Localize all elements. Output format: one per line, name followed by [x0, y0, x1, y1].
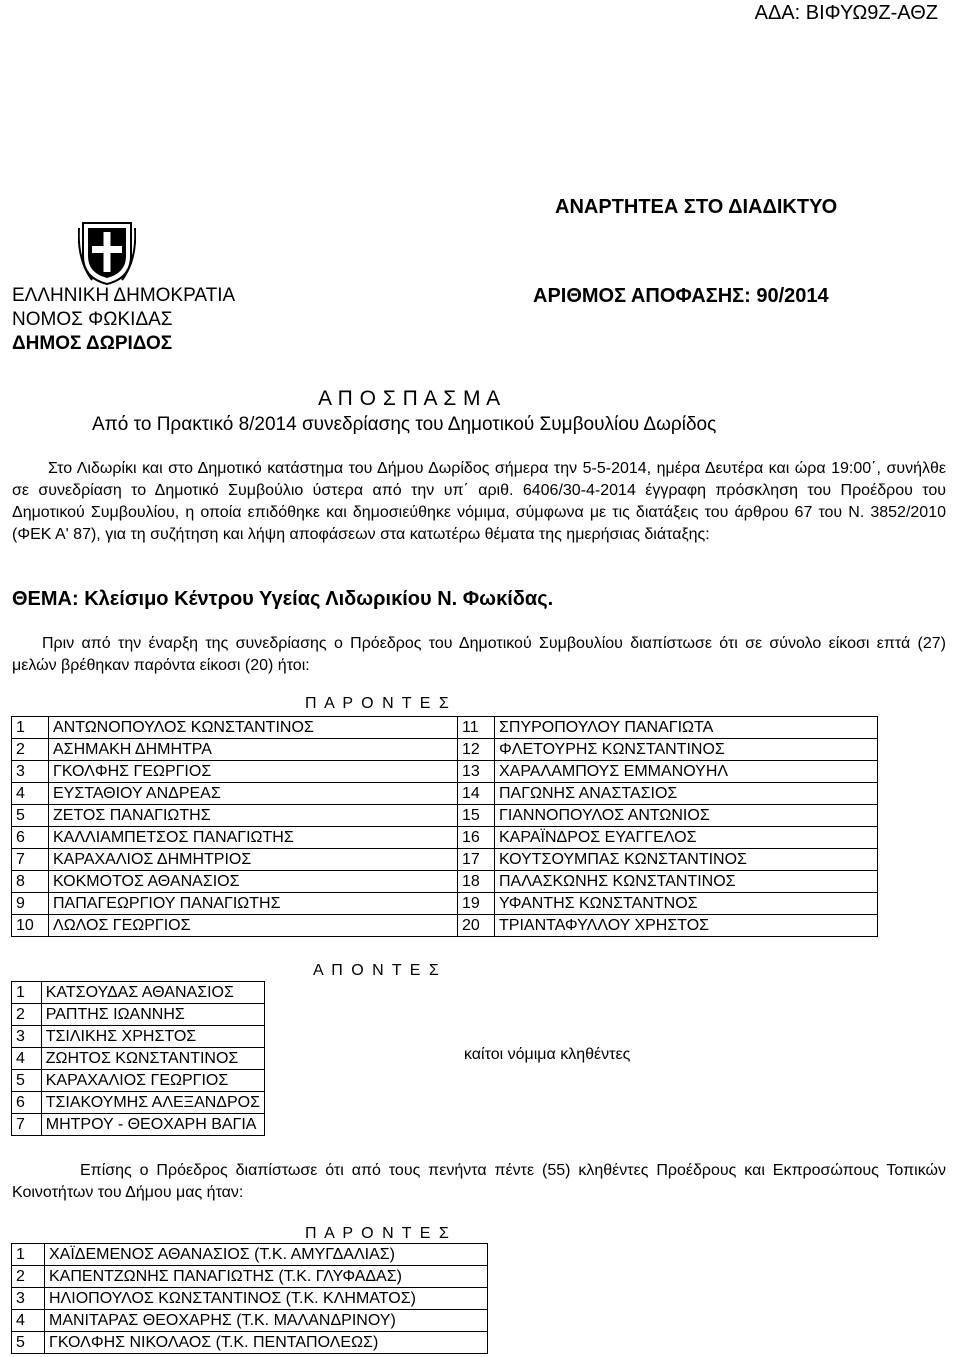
member-name: ΤΡΙΑΝΤΑΦΥΛΛΟΥ ΧΡΗΣΤΟΣ [495, 915, 878, 937]
member-number: 7 [12, 849, 49, 871]
table-row [12, 1070, 265, 1092]
member-name: ΚΑΤΣΟΥΔΑΣ ΑΘΑΝΑΣΙΟΣ [41, 982, 264, 1004]
member-number: 7 [12, 1114, 42, 1136]
table-row [12, 1288, 488, 1310]
member-number: 14 [458, 783, 495, 805]
member-number: 20 [458, 915, 495, 937]
table-row [12, 849, 878, 871]
member-name: ΣΠΥΡΟΠΟΥΛΟΥ ΠΑΝΑΓΙΩΤΑ [495, 717, 878, 739]
table-row [12, 783, 878, 805]
member-name: ΧΑΪΔΕΜΕΝΟΣ ΑΘΑΝΑΣΙΟΣ (Τ.Κ. ΑΜΥΓΔΑΛΙΑΣ) [45, 1244, 488, 1266]
member-number: 4 [12, 1310, 45, 1332]
present-heading: Π Α Ρ Ο Ν Τ Ε Σ [305, 695, 451, 712]
member-number: 19 [458, 893, 495, 915]
header-municipality: ΔΗΜΟΣ ΔΩΡΙΔΟΣ [12, 333, 173, 354]
member-name: ΤΣΙΛΙΚΗΣ ΧΡΗΣΤΟΣ [41, 1026, 264, 1048]
member-number: 3 [12, 1026, 42, 1048]
member-name: ΚΑΡΑΧΑΛΙΟΣ ΔΗΜΗΤΡΙΟΣ [49, 849, 458, 871]
member-number: 2 [12, 739, 49, 761]
member-name: ΖΕΤΟΣ ΠΑΝΑΓΙΩΤΗΣ [49, 805, 458, 827]
member-name: ΧΑΡΑΛΑΜΠΟΥΣ ΕΜΜΑΝΟΥΗΛ [495, 761, 878, 783]
member-number: 1 [12, 1244, 45, 1266]
member-number: 17 [458, 849, 495, 871]
member-name: ΠΑΛΑΣΚΩΝΗΣ ΚΩΝΣΤΑΝΤΙΝΟΣ [495, 871, 878, 893]
intro-paragraph [12, 458, 946, 546]
member-name: ΜΗΤΡΟΥ - ΘΕΟΧΑΡΗ ΒΑΓΙΑ [41, 1114, 264, 1136]
subject-line: ΘΕΜΑ: Κλείσιμο Κέντρου Υγείας Λιδωρικίου Ν. Φωκίδας. [12, 588, 554, 610]
member-number: 4 [12, 783, 49, 805]
table-row [12, 717, 878, 739]
table-row [12, 739, 878, 761]
member-name: ΤΣΙΑΚΟΥΜΗΣ ΑΛΕΞΑΝΔΡΟΣ [41, 1092, 264, 1114]
local-communities-text: Επίσης ο Πρόεδρος διαπίστωσε ότι από τους πενήντα πέντε (55) κληθέντες Προέδρους και Εκπροσώπους Τοπικών Κοινοτήτων του Δήμου μας ήταν: [12, 1162, 946, 1201]
table-row [12, 871, 878, 893]
member-number: 10 [12, 915, 49, 937]
member-number: 2 [12, 1004, 42, 1026]
member-number: 6 [12, 1092, 42, 1114]
member-name: ΖΩΗΤΟΣ ΚΩΝΣΤΑΝΤΙΝΟΣ [41, 1048, 264, 1070]
quorum-text: Πριν από την έναρξη της συνεδρίασης ο Πρόεδρος του Δημοτικού Συμβουλίου διαπίστωσε ότι σε σύνολο είκοσι επτά (27) μελών βρέθηκαν παρόντα είκοσι (20) ήτοι: [12, 635, 946, 674]
member-number: 5 [12, 805, 49, 827]
absent-heading: Α Π Ο Ν Τ Ε Σ [313, 962, 441, 979]
member-name: ΠΑΠΑΓΕΩΡΓΙΟΥ ΠΑΝΑΓΙΩΤΗΣ [49, 893, 458, 915]
decision-number: ΑΡΙΘΜΟΣ ΑΠΟΦΑΣΗΣ: 90/2014 [533, 285, 829, 307]
table-row [12, 1310, 488, 1332]
table-row [12, 761, 878, 783]
member-number: 2 [12, 1266, 45, 1288]
member-number: 3 [12, 1288, 45, 1310]
member-number: 5 [12, 1332, 45, 1354]
member-name: ΑΣΗΜΑΚΗ ΔΗΜΗΤΡΑ [49, 739, 458, 761]
member-number: 8 [12, 871, 49, 893]
local-communities-paragraph [12, 1160, 946, 1204]
member-name: ΚΟΚΜΟΤΟΣ ΑΘΑΝΑΣΙΟΣ [49, 871, 458, 893]
table-row [12, 1092, 265, 1114]
absent-note: καίτοι νόμιμα κληθέντες [464, 1046, 631, 1063]
posting-note: ΑΝΑΡΤΗΤΕΑ ΣΤΟ ΔΙΑΔΙΚΤΥΟ [555, 196, 838, 218]
member-name: ΓΙΑΝΝΟΠΟΥΛΟΣ ΑΝΤΩΝΙΟΣ [495, 805, 878, 827]
table-row [12, 1266, 488, 1288]
member-number: 6 [12, 827, 49, 849]
member-number: 5 [12, 1070, 42, 1092]
member-name: ΑΝΤΩΝΟΠΟΥΛΟΣ ΚΩΝΣΤΑΝΤΙΝΟΣ [49, 717, 458, 739]
member-name: ΦΛΕΤΟΥΡΗΣ ΚΩΝΣΤΑΝΤΙΝΟΣ [495, 739, 878, 761]
member-name: ΚΑΡΑΪΝΔΡΟΣ ΕΥΑΓΓΕΛΟΣ [495, 827, 878, 849]
intro-text: Στο Λιδωρίκι και στο Δημοτικό κατάστημα του Δήμου Δωρίδος σήμερα την 5-5-2014, ημέρα Δευτέρα και ώρα 19:00΄, συνήλθε σε συνεδρίαση το Δημοτικό Συμβούλιο ύστερα από την υπ΄ αριθ. 6406/30-4-2014 έγγραφη πρόσκληση του Προέδρου του Δημοτικού Συμβουλίου, η οποία επιδόθηκε και δημοσιεύθηκε νόμιμα, σύμφωνα με τις διατάξεις του άρθρου 67 του Ν. 3852/2010 (ΦΕΚ Α' 87), για τη συζήτηση και λήψη αποφάσεων στα κατωτέρω θέματα της ημερήσιας διάταξης: [12, 460, 946, 543]
member-number: 16 [458, 827, 495, 849]
greek-coat-of-arms-icon [78, 220, 136, 286]
member-name: ΜΑΝΙΤΑΡΑΣ ΘΕΟΧΑΡΗΣ (Τ.Κ. ΜΑΛΑΝΔΡΙΝΟΥ) [45, 1310, 488, 1332]
member-name: ΛΩΛΟΣ ΓΕΩΡΓΙΟΣ [49, 915, 458, 937]
table-row [12, 982, 265, 1004]
local-present-table [11, 1243, 488, 1354]
table-row [12, 1026, 265, 1048]
member-name: ΚΑΠΕΝΤΖΩΝΗΣ ΠΑΝΑΓΙΩΤΗΣ (Τ.Κ. ΓΛΥΦΑΔΑΣ) [45, 1266, 488, 1288]
absent-members-table [11, 981, 265, 1136]
document-title: Α Π Ο Σ Π Α Σ Μ Α [318, 387, 501, 410]
minutes-reference: Από το Πρακτικό 8/2014 συνεδρίασης του Δημοτικού Συμβουλίου Δωρίδος [92, 414, 717, 435]
member-name: ΥΦΑΝΤΗΣ ΚΩΝΣΤΑΝΤΝΟΣ [495, 893, 878, 915]
member-number: 3 [12, 761, 49, 783]
member-number: 1 [12, 982, 42, 1004]
quorum-paragraph [12, 633, 946, 677]
member-number: 13 [458, 761, 495, 783]
member-name: ΚΑΡΑΧΑΛΙΟΣ ΓΕΩΡΓΙΟΣ [41, 1070, 264, 1092]
table-row [12, 893, 878, 915]
table-row [12, 805, 878, 827]
table-row [12, 1332, 488, 1354]
table-row [12, 1114, 265, 1136]
member-number: 12 [458, 739, 495, 761]
table-row [12, 1244, 488, 1266]
header-republic: ΕΛΛΗΝΙΚΗ ΔΗΜΟΚΡΑΤΙΑ [12, 285, 236, 306]
member-name: ΚΟΥΤΣΟΥΜΠΑΣ ΚΩΝΣΤΑΝΤΙΝΟΣ [495, 849, 878, 871]
member-number: 11 [458, 717, 495, 739]
table-row [12, 915, 878, 937]
table-row [12, 1004, 265, 1026]
member-number: 4 [12, 1048, 42, 1070]
table-row [12, 1048, 265, 1070]
member-number: 9 [12, 893, 49, 915]
member-name: ΡΑΠΤΗΣ ΙΩΑΝΝΗΣ [41, 1004, 264, 1026]
header-prefecture: ΝΟΜΟΣ ΦΩΚΙΔΑΣ [12, 309, 173, 330]
member-name: ΓΚΟΛΦΗΣ ΝΙΚΟΛΑΟΣ (Τ.Κ. ΠΕΝΤΑΠΟΛΕΩΣ) [45, 1332, 488, 1354]
table-row [12, 827, 878, 849]
member-number: 15 [458, 805, 495, 827]
member-name: ΓΚΟΛΦΗΣ ΓΕΩΡΓΙΟΣ [49, 761, 458, 783]
member-number: 18 [458, 871, 495, 893]
local-present-heading: Π Α Ρ Ο Ν Τ Ε Σ [305, 1225, 451, 1242]
ada-code: ΑΔΑ: ΒΙΦΥΩ9Ζ-ΑΘΖ [754, 2, 938, 24]
member-name: ΕΥΣΤΑΘΙΟΥ ΑΝΔΡΕΑΣ [49, 783, 458, 805]
member-number: 1 [12, 717, 49, 739]
member-name: ΠΑΓΩΝΗΣ ΑΝΑΣΤΑΣΙΟΣ [495, 783, 878, 805]
member-name: ΗΛΙΟΠΟΥΛΟΣ ΚΩΝΣΤΑΝΤΙΝΟΣ (Τ.Κ. ΚΛΗΜΑΤΟΣ) [45, 1288, 488, 1310]
present-members-table [11, 716, 878, 937]
member-name: ΚΑΛΛΙΑΜΠΕΤΣΟΣ ΠΑΝΑΓΙΩΤΗΣ [49, 827, 458, 849]
